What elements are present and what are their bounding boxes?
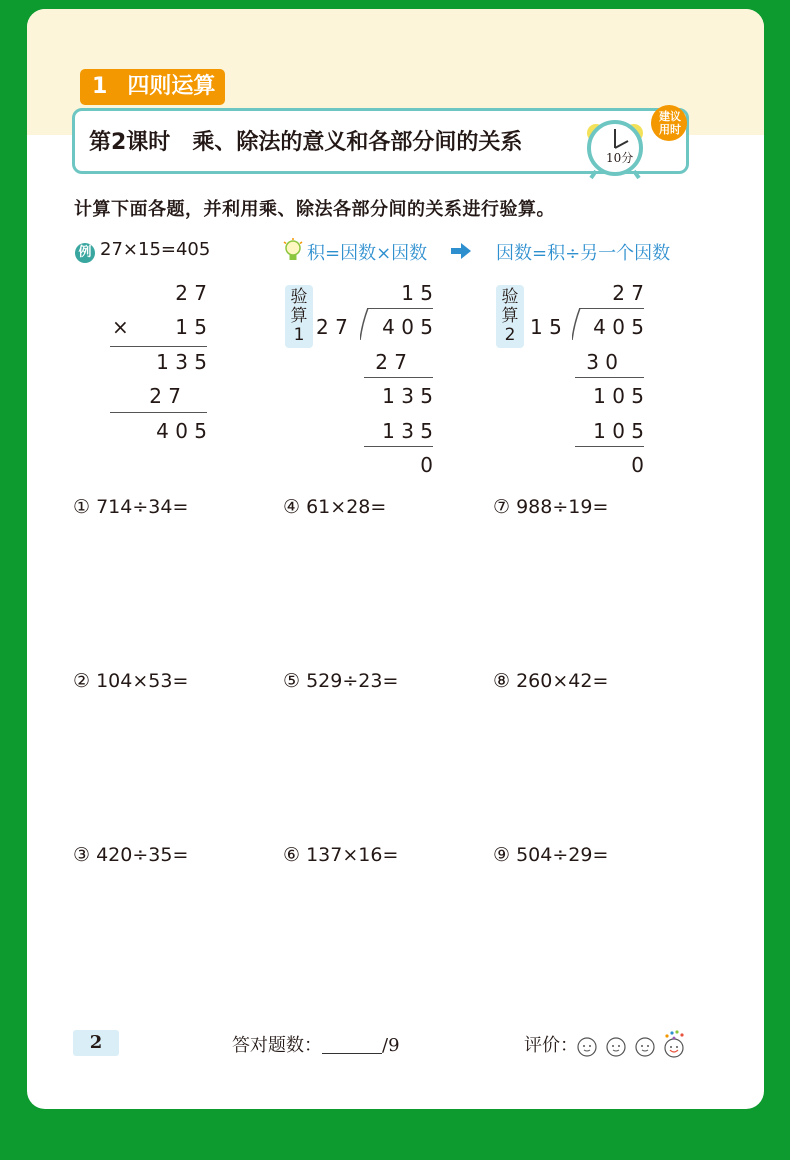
- mult-row-4: 2 7: [149, 384, 181, 408]
- score-blank[interactable]: [322, 1039, 382, 1054]
- verify2-bracket: [572, 308, 582, 344]
- verify1-bar: [367, 308, 433, 309]
- verify1-step-3: 1 3 5: [382, 419, 433, 443]
- verify2-tag-text: 验 算 2: [501, 287, 519, 345]
- eval-label: 评价：: [524, 1035, 578, 1056]
- problem-expr: 104×53=: [96, 670, 189, 692]
- problem-8: [493, 670, 608, 692]
- example-row: [75, 241, 95, 263]
- problem-mark: ③: [73, 844, 91, 866]
- problem-mark: ①: [73, 496, 91, 518]
- problem-expr: 714÷34=: [96, 496, 189, 518]
- verify1-tag: [285, 285, 313, 348]
- verify1-line-1: [364, 377, 433, 378]
- problem-mark: ②: [73, 670, 91, 692]
- verify2-line-2: [575, 446, 644, 447]
- problem-mark: ⑥: [283, 844, 301, 866]
- score-counter: [232, 1031, 400, 1057]
- unit-number: 1: [92, 74, 108, 99]
- score-label: 答对题数：: [232, 1035, 322, 1056]
- problem-mark: ⑤: [283, 670, 301, 692]
- mult-line-2: [110, 412, 207, 413]
- lesson-number: 第2课时: [89, 130, 171, 155]
- verify2-step-1: 3 0: [586, 350, 618, 374]
- mult-row-2: 1 5: [175, 315, 207, 339]
- verify2-dividend: 4 0 5: [593, 315, 644, 339]
- problem-9: [493, 844, 608, 866]
- problem-expr: 260×42=: [516, 670, 609, 692]
- instruction: 计算下面各题，并利用乘、除法各部分间的关系进行验算。: [74, 199, 555, 220]
- problem-mark: ⑦: [493, 496, 511, 518]
- problem-6: [283, 844, 398, 866]
- smiley-icon-1: [578, 1038, 596, 1056]
- mult-line-1: [110, 346, 207, 347]
- star-smiley-icon: [665, 1030, 684, 1057]
- problem-expr: 988÷19=: [516, 496, 609, 518]
- verify2-line-1: [575, 377, 644, 378]
- unit-badge: [80, 69, 225, 105]
- mult-row-5: 4 0 5: [156, 419, 207, 443]
- problem-5: [283, 670, 398, 692]
- problem-expr: 504÷29=: [516, 844, 609, 866]
- smiley-icon-2: [607, 1038, 625, 1056]
- example-equation: 27×15=405: [100, 239, 211, 260]
- problem-4: [283, 496, 386, 518]
- problem-3: [73, 844, 188, 866]
- lesson-topic: 乘、除法的意义和各部分间的关系: [192, 130, 523, 155]
- arrow-right-icon: [451, 243, 471, 263]
- verify1-divisor: 2 7: [316, 315, 348, 339]
- verify1-dividend: 4 0 5: [382, 315, 433, 339]
- problem-expr: 529÷23=: [306, 670, 399, 692]
- clock-badge: 建议用时: [659, 110, 681, 136]
- verify2-divisor: 1 5: [530, 315, 562, 339]
- worksheet-page: [27, 9, 764, 1109]
- verify2-step-4: 0: [631, 453, 644, 477]
- score-total: /9: [382, 1035, 400, 1056]
- hint-result: 因数=积÷另一个因数: [496, 243, 671, 264]
- verify2-bar: [579, 308, 644, 309]
- problem-expr: 61×28=: [306, 496, 387, 518]
- verify1-quotient: 1 5: [401, 281, 433, 305]
- verify1-tag-text: 验 算 1: [290, 287, 308, 345]
- problem-mark: ④: [283, 496, 301, 518]
- verify1-line-2: [364, 446, 433, 447]
- lightbulb-icon: [283, 238, 303, 268]
- verify2-step-2: 1 0 5: [593, 384, 644, 408]
- verify1-step-4: 0: [420, 453, 433, 477]
- problem-1: [73, 496, 188, 518]
- verify1-step-2: 1 3 5: [382, 384, 433, 408]
- problem-expr: 420÷35=: [96, 844, 189, 866]
- mult-row-3: 1 3 5: [156, 350, 207, 374]
- verify1-bracket: [360, 308, 370, 344]
- hint-rule: 积=因数×因数: [307, 243, 428, 264]
- unit-title: 四则运算: [127, 74, 216, 99]
- problem-mark: ⑨: [493, 844, 511, 866]
- page-number: 2: [73, 1030, 119, 1056]
- mult-row-1: 2 7: [175, 281, 207, 305]
- verify1-step-1: 2 7: [375, 350, 407, 374]
- verify2-step-3: 1 0 5: [593, 419, 644, 443]
- mult-operator: ×: [112, 315, 129, 339]
- smiley-icon-3: [636, 1038, 654, 1056]
- example-badge: 例: [75, 243, 95, 263]
- clock-icon: [582, 105, 694, 181]
- problem-2: [73, 670, 188, 692]
- clock-minutes: 10分: [606, 151, 634, 165]
- rating-faces: [575, 1028, 695, 1064]
- evaluation: [524, 1031, 578, 1057]
- problem-mark: ⑧: [493, 670, 511, 692]
- verify2-tag: [496, 285, 524, 348]
- verify2-quotient: 2 7: [612, 281, 644, 305]
- problem-7: [493, 496, 608, 518]
- problem-expr: 137×16=: [306, 844, 399, 866]
- lesson-title: [89, 125, 522, 156]
